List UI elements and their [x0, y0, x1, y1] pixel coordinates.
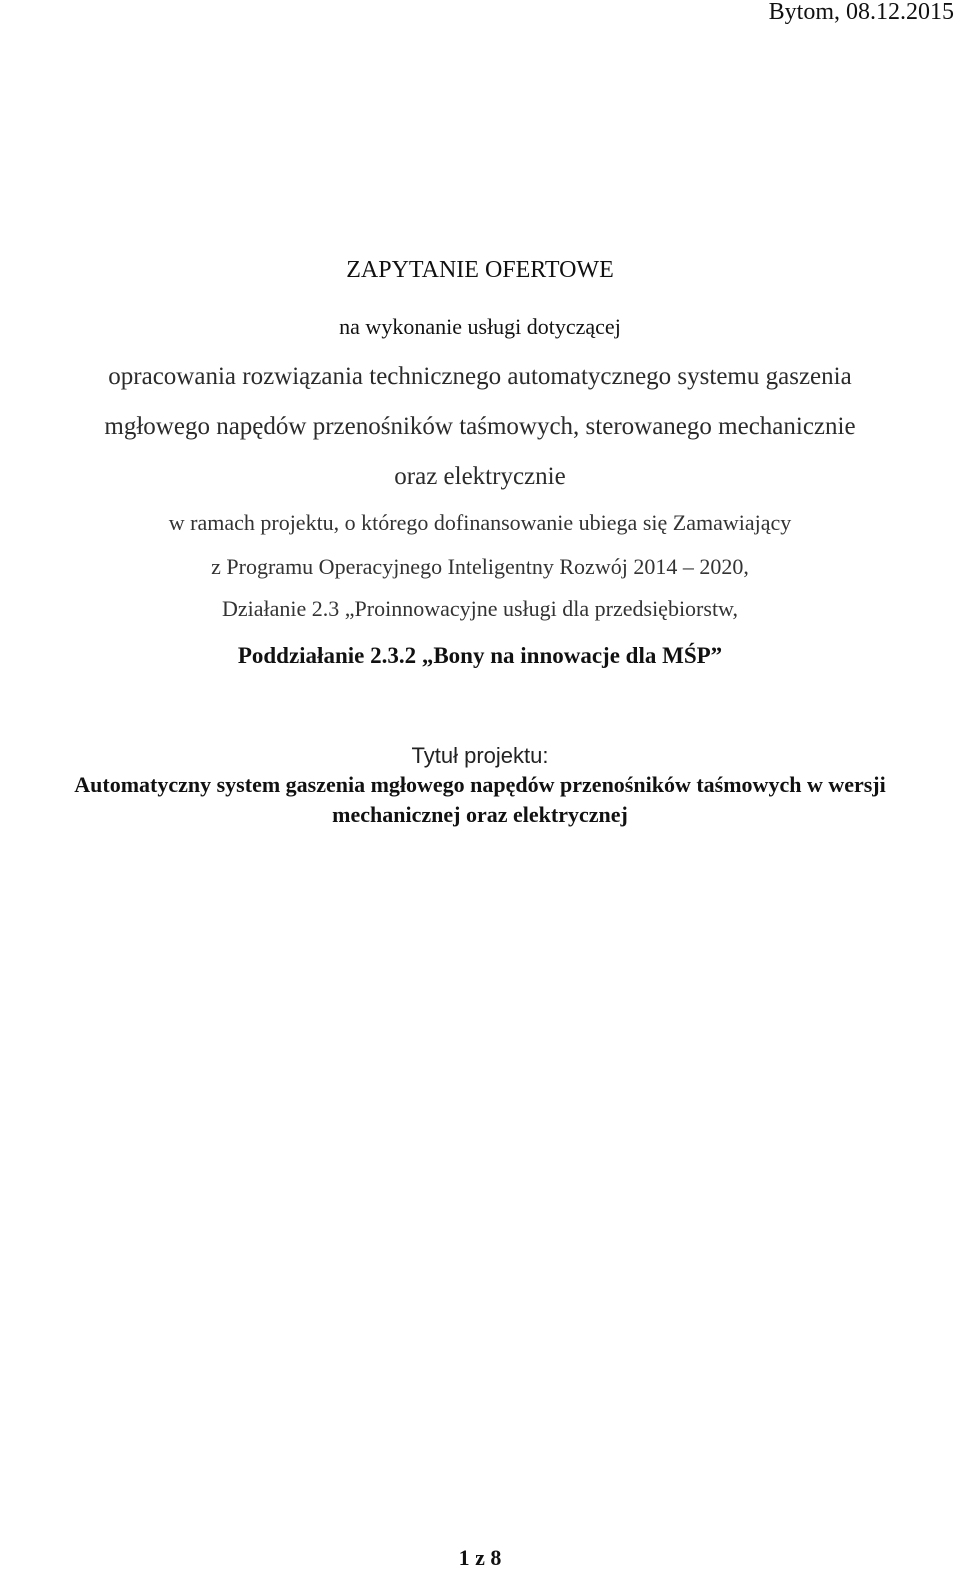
- subject-line-3: oraz elektrycznie: [394, 463, 566, 490]
- subject-line-2: mgłowego napędów przenośników taśmowych, sterowanego mechanicznie: [104, 413, 856, 440]
- document-title: ZAPYTANIE OFERTOWE: [346, 257, 614, 283]
- subject-line-1: opracowania rozwiązania technicznego automatycznego systemu gaszenia: [108, 363, 852, 390]
- program-line-4: Poddziałanie 2.3.2 „Bony na innowacje dla MŚP”: [237, 643, 723, 668]
- project-title-line-2: mechanicznej oraz elektrycznej: [332, 802, 628, 827]
- program-line-3: Działanie 2.3 „Proinnowacyjne usługi dla przedsiębiorstw,: [221, 596, 739, 621]
- project-label: Tytuł projektu:: [411, 743, 549, 768]
- project-title-line-1: Automatyczny system gaszenia mgłowego napędów przenośników taśmowych w wersji: [74, 772, 886, 797]
- program-line-1: w ramach projektu, o którego dofinansowanie ubiega się Zamawiający: [168, 510, 792, 535]
- document-subtitle: na wykonanie usługi dotyczącej: [339, 314, 621, 339]
- page-number: 1 z 8: [458, 1545, 502, 1570]
- document-date: Bytom, 08.12.2015: [768, 0, 954, 25]
- program-line-2: z Programu Operacyjnego Inteligentny Rozwój 2014 – 2020,: [211, 554, 749, 579]
